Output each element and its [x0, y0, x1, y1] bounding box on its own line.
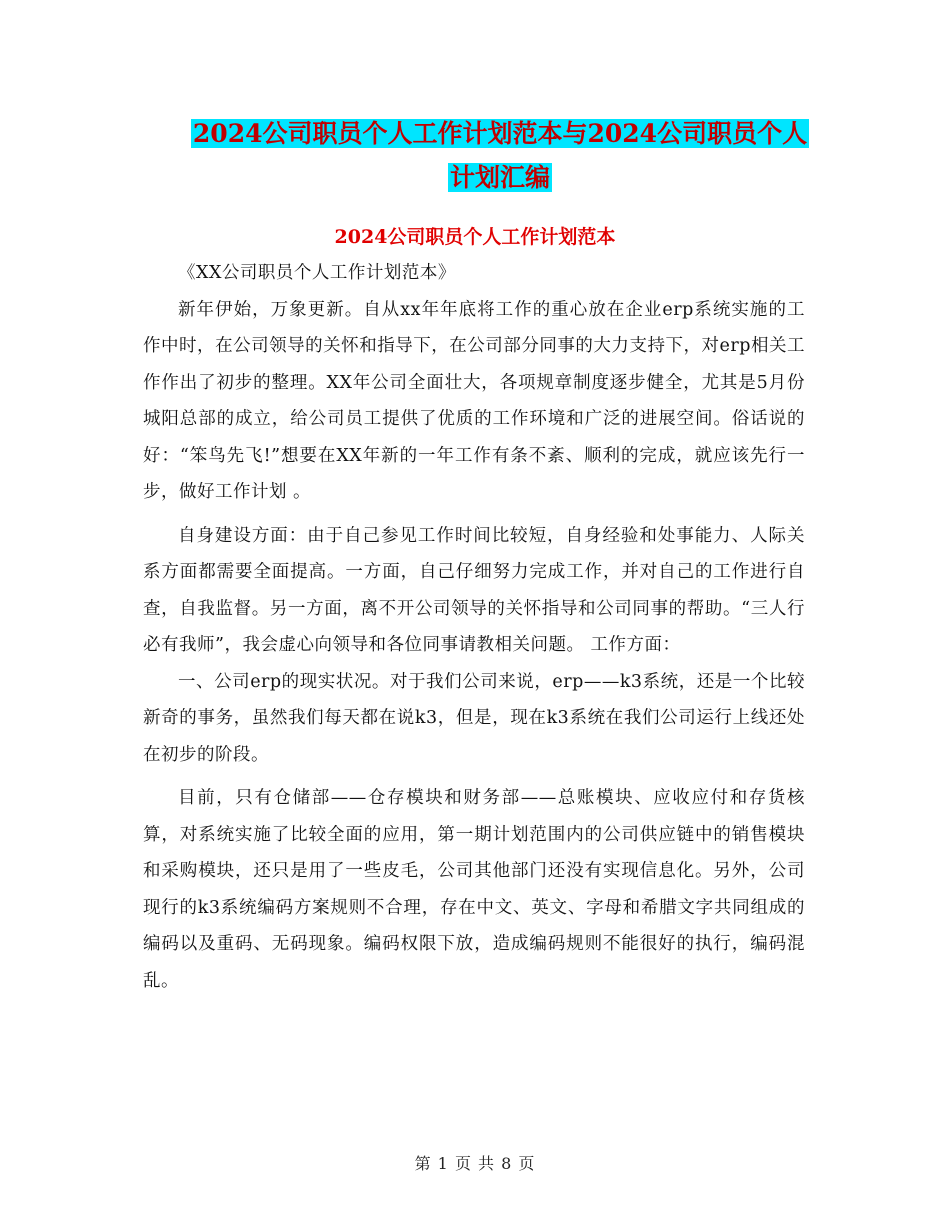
paragraph-intro: 新年伊始，万象更新。自从xx年年底将工作的重心放在企业erp系统实施的工作中时，在公司领导的关怀和指导下，在公司部分同事的大力支持下，对erp相关工作作出了初步的整理。XX年公司全面壮大，各项规章制度逐步健全，尤其是5月份城阳总部的成立，给公司员工提供了优质的工作环境和广泛的进展空间。俗话说的好：“笨鸟先飞!”想要在XX年新的一年工作有条不紊、顺利的完成，就应该先行一步，做好工作计划 。: [143, 299, 805, 502]
document-body: [143, 255, 805, 999]
main-title-line2: 计划汇编: [449, 163, 550, 192]
paragraph-current: 目前，只有仓储部——仓存模块和财务部——总账模块、应收应付和存货核算，对系统实施了比较全面的应用，第一期计划范围内的公司供应链中的销售模块和采购模块，还只是用了一些皮毛，公司其他部门还没有实现信息化。另外，公司现行的k3系统编码方案规则不合理，存在中文、英文、字母和希腊文字共同组成的编码以及重码、无码现象。编码权限下放，造成编码规则不能很好的执行，编码混乱。: [143, 788, 805, 991]
paragraph-source-title: 《XX公司职员个人工作计划范本》: [178, 263, 456, 283]
section-title: 2024公司职员个人工作计划范本: [334, 226, 616, 248]
page-footer: 第 1 页 共 8 页: [414, 1154, 536, 1173]
main-title: [150, 112, 850, 200]
paragraph-self-building: 自身建设方面：由于自己参见工作时间比较短，自身经验和处事能力、人际关系方面都需要全面提高。一方面，自己仔细努力完成工作，并对自己的工作进行自查，自我监督。另一方面，离不开公司领导的关怀指导和公司同事的帮助。“三人行必有我师”，我会虚心向领导和各位同事请教相关问题。 工作方面：: [143, 525, 805, 655]
main-title-line1: 2024公司职员个人工作计划范本与2024公司职员个人: [192, 119, 808, 148]
paragraph-erp-status: 一、公司erp的现实状况。对于我们公司来说，erp——k3系统，还是一个比较新奇的事务，虽然我们每天都在说k3，但是，现在k3系统在我们公司运行上线还处在初步的阶段。: [143, 671, 805, 765]
